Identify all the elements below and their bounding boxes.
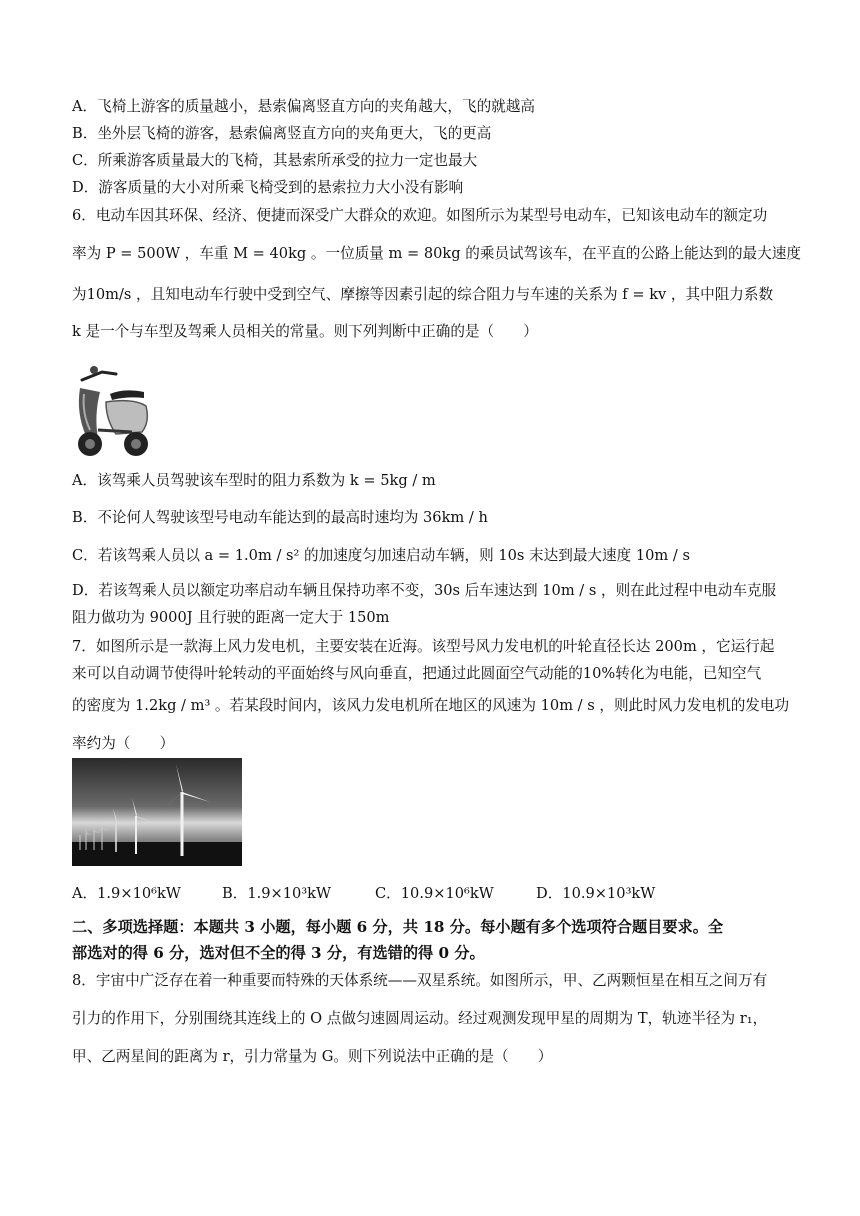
- q7-stem-line-2: 来可以自动调节使得叶轮转动的平面始终与风向垂直，把通过此圆面空气动能的10%转化为电能，已知空气: [72, 665, 762, 682]
- wind-turbine-photo: [72, 758, 242, 866]
- section-heading-line-1: 二、多项选择题：本题共 3 小题，每小题 6 分，共 18 分。每小题有多个选项符合题目要求。全: [72, 918, 724, 936]
- q6-option-b: B．不论何人驾驶该型号电动车能达到的最高时速均为 36km / h: [72, 509, 488, 526]
- q6-stem-line-1: 6．电动车因其环保、经济、便捷而深受广大群众的欢迎。如图所示为某型号电动车，已知该电动车的额定功: [72, 207, 768, 224]
- q8-stem-line-1: 8．宇宙中广泛存在着一种重要而特殊的天体系统——双星系统。如图所示，甲、乙两颗恒星在相互之间万有: [72, 972, 768, 989]
- q6-option-c: C．若该驾乘人员以 a = 1.0m / s² 的加速度匀加速启动车辆，则 10s 末达到最大速度 10m / s: [72, 547, 690, 564]
- q6-option-a: A．该驾乘人员驾驶该车型时的阻力系数为 k = 5kg / m: [72, 472, 436, 489]
- q5-option-c: C．所乘游客质量最大的飞椅，其悬索所承受的拉力一定也最大: [72, 152, 478, 169]
- q7-option-b: B．1.9×10³kW: [222, 885, 332, 902]
- q8-stem-line-3: 甲、乙两星间的距离为 r，引力常量为 G。则下列说法中正确的是（ ）: [72, 1048, 553, 1065]
- q7-option-c: C．10.9×10⁶kW: [375, 885, 494, 902]
- electric-scooter-image: [72, 358, 152, 460]
- q7-stem-line-4: 率约为（ ）: [72, 735, 175, 752]
- section-heading-line-2: 部选对的得 6 分，选对但不全的得 3 分，有选错的得 0 分。: [72, 944, 485, 962]
- q8-stem-line-2: 引力的作用下，分别围绕其连线上的 O 点做匀速圆周运动。经过观测发现甲星的周期为 T，轨迹半径为 r₁，: [72, 1010, 768, 1027]
- q6-stem-line-2: 率为 P = 500W ，车重 M = 40kg 。一位质量 m = 80kg 的乘员试驾该车，在平直的公路上能达到的最大速度: [72, 245, 801, 262]
- q5-option-d: D．游客质量的大小对所乘飞椅受到的悬索拉力大小没有影响: [72, 179, 464, 196]
- q6-stem-line-4: k 是一个与车型及驾乘人员相关的常量。则下列判断中正确的是（ ）: [72, 323, 538, 340]
- q6-option-d-cont: 阻力做功为 9000J 且行驶的距离一定大于 150m: [72, 609, 390, 626]
- q6-stem-line-3: 为10m/s ，且知电动车行驶中受到空气、摩擦等因素引起的综合阻力与车速的关系为 f = kv ，其中阻力系数: [72, 286, 774, 303]
- q7-option-d: D．10.9×10³kW: [536, 885, 656, 902]
- q6-option-d: D．若该驾乘人员以额定功率启动车辆且保持功率不变，30s 后车速达到 10m / s ，则在此过程中电动车克服: [72, 582, 777, 599]
- q7-option-a: A．1.9×10⁶kW: [72, 885, 181, 902]
- q7-stem-line-1: 7．如图所示是一款海上风力发电机，主要安装在近海。该型号风力发电机的叶轮直径长达 200m ，它运行起: [72, 638, 775, 655]
- q5-option-b: B．坐外层飞椅的游客，悬索偏离竖直方向的夹角更大，飞的更高: [72, 125, 492, 142]
- q7-stem-line-3: 的密度为 1.2kg / m³ 。若某段时间内，该风力发电机所在地区的风速为 10m / s ，则此时风力发电机的发电功: [72, 697, 790, 714]
- q5-option-a: A．飞椅上游客的质量越小，悬索偏离竖直方向的夹角越大，飞的就越高: [72, 98, 535, 115]
